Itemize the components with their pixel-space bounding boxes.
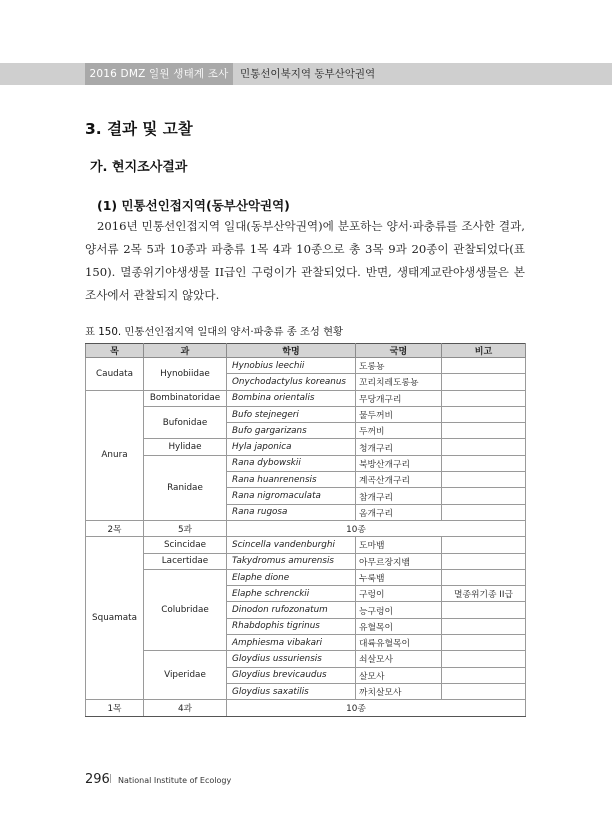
header-subtitle: 민통선이북지역 동부산악권역 <box>240 68 376 80</box>
scientific-name-cell: Elaphe schrenckii <box>227 586 356 602</box>
korean-name-cell: 살모사 <box>356 667 442 683</box>
summary-species-count: 10종 <box>227 700 526 716</box>
scientific-name-cell: Rana rugosa <box>227 504 356 520</box>
col-header-scientific-name: 학명 <box>227 344 356 358</box>
note-cell <box>442 374 526 390</box>
table-header-row <box>86 344 526 358</box>
family-cell: Colubridae <box>144 569 227 650</box>
summary-family-count: 5과 <box>144 520 227 536</box>
korean-name-cell: 쇠살모사 <box>356 651 442 667</box>
korean-name-cell: 대륙유혈목이 <box>356 635 442 651</box>
table-row <box>86 553 526 569</box>
table-row <box>86 455 526 471</box>
scientific-name-cell: Bombina orientalis <box>227 390 356 406</box>
family-cell: Bombinatoridae <box>144 390 227 406</box>
subsection-heading: 가. 현지조사결과 <box>90 160 188 175</box>
scientific-name-cell: Rana dybowskii <box>227 455 356 471</box>
note-cell <box>442 618 526 634</box>
table-row <box>86 651 526 667</box>
korean-name-cell: 북방산개구리 <box>356 455 442 471</box>
section-heading: 3. 결과 및 고찰 <box>85 120 193 138</box>
note-cell <box>442 423 526 439</box>
korean-name-cell: 꼬리치레도롱뇽 <box>356 374 442 390</box>
korean-name-cell: 두꺼비 <box>356 423 442 439</box>
header-tab-title: 2016 DMZ 일원 생태계 조사 <box>85 63 233 85</box>
scientific-name-cell: Gloydius saxatilis <box>227 683 356 699</box>
note-cell <box>442 602 526 618</box>
scientific-name-cell: Onychodactylus koreanus <box>227 374 356 390</box>
scientific-name-cell: Bufo stejnegeri <box>227 406 356 422</box>
family-cell: Hynobiidae <box>144 358 227 391</box>
species-table <box>85 343 526 717</box>
note-cell <box>442 455 526 471</box>
scientific-name-cell: Rhabdophis tigrinus <box>227 618 356 634</box>
scientific-name-cell: Takydromus amurensis <box>227 553 356 569</box>
family-cell: Bufonidae <box>144 406 227 439</box>
body-paragraph-block <box>85 215 525 307</box>
table-row <box>86 439 526 455</box>
scientific-name-cell: Gloydius ussuriensis <box>227 651 356 667</box>
family-cell: Scincidae <box>144 537 227 553</box>
col-header-family: 과 <box>144 344 227 358</box>
scientific-name-cell: Amphiesma vibakari <box>227 635 356 651</box>
note-cell <box>442 651 526 667</box>
note-cell <box>442 390 526 406</box>
scientific-name-cell: Dinodon rufozonatum <box>227 602 356 618</box>
scientific-name-cell: Scincella vandenburghi <box>227 537 356 553</box>
korean-name-cell: 구렁이 <box>356 586 442 602</box>
summary-order-count: 2목 <box>86 520 144 536</box>
col-header-korean-name: 국명 <box>356 344 442 358</box>
note-cell <box>442 488 526 504</box>
scientific-name-cell: Elaphe dione <box>227 569 356 585</box>
body-paragraph: 2016년 민통선인접지역 일대(동부산악권역)에 분포하는 양서·파충류를 조사한 결과, 양서류 2목 5과 10종과 파충류 1목 4과 10종으로 총 3목 9과 20종이 관찰되었다(표 150). 멸종위기야생생물 II급인 구렁이가 관찰되었다. 반면, 생태계교란야생생물은 본 조사에서 관찰되지 않았다. <box>85 219 525 302</box>
korean-name-cell: 옴개구리 <box>356 504 442 520</box>
korean-name-cell: 도롱뇽 <box>356 358 442 374</box>
summary-species-count: 10종 <box>227 520 526 536</box>
note-cell: 멸종위기종 II급 <box>442 586 526 602</box>
note-cell <box>442 683 526 699</box>
scientific-name-cell: Rana nigromaculata <box>227 488 356 504</box>
summary-order-count: 1목 <box>86 700 144 716</box>
note-cell <box>442 537 526 553</box>
area-heading: (1) 민통선인접지역(동부산악권역) <box>97 198 290 213</box>
page-number: 296 <box>85 772 110 787</box>
summary-row-amphibia <box>86 520 526 536</box>
summary-row-reptilia <box>86 700 526 716</box>
table-row <box>86 358 526 374</box>
note-cell <box>442 406 526 422</box>
note-cell <box>442 569 526 585</box>
korean-name-cell: 아무르장지뱀 <box>356 553 442 569</box>
scientific-name-cell: Hynobius leechii <box>227 358 356 374</box>
note-cell <box>442 667 526 683</box>
footer-institute: National Institute of Ecology <box>118 776 232 785</box>
note-cell <box>442 472 526 488</box>
scientific-name-cell: Hyla japonica <box>227 439 356 455</box>
table-row <box>86 390 526 406</box>
korean-name-cell: 무당개구리 <box>356 390 442 406</box>
note-cell <box>442 439 526 455</box>
note-cell <box>442 553 526 569</box>
table-row <box>86 537 526 553</box>
korean-name-cell: 참개구리 <box>356 488 442 504</box>
table-caption: 표 150. 민통선인접지역 일대의 양서·파충류 종 조성 현황 <box>85 326 343 338</box>
table-row <box>86 406 526 422</box>
korean-name-cell: 청개구리 <box>356 439 442 455</box>
korean-name-cell: 물두꺼비 <box>356 406 442 422</box>
family-cell: Lacertidae <box>144 553 227 569</box>
korean-name-cell: 도마뱀 <box>356 537 442 553</box>
note-cell <box>442 358 526 374</box>
table-row <box>86 569 526 585</box>
col-header-order: 목 <box>86 344 144 358</box>
scientific-name-cell: Bufo gargarizans <box>227 423 356 439</box>
korean-name-cell: 유혈목이 <box>356 618 442 634</box>
family-cell: Viperidae <box>144 651 227 700</box>
family-cell: Ranidae <box>144 455 227 520</box>
scientific-name-cell: Rana huanrenensis <box>227 472 356 488</box>
korean-name-cell: 누룩뱀 <box>356 569 442 585</box>
korean-name-cell: 능구렁이 <box>356 602 442 618</box>
order-cell: Squamata <box>86 537 144 700</box>
note-cell <box>442 504 526 520</box>
family-cell: Hylidae <box>144 439 227 455</box>
order-cell: Anura <box>86 390 144 520</box>
col-header-note: 비고 <box>442 344 526 358</box>
footer-separator: | <box>109 774 113 784</box>
scientific-name-cell: Gloydius brevicaudus <box>227 667 356 683</box>
order-cell: Caudata <box>86 358 144 391</box>
korean-name-cell: 까치살모사 <box>356 683 442 699</box>
note-cell <box>442 635 526 651</box>
korean-name-cell: 계곡산개구리 <box>356 472 442 488</box>
summary-family-count: 4과 <box>144 700 227 716</box>
